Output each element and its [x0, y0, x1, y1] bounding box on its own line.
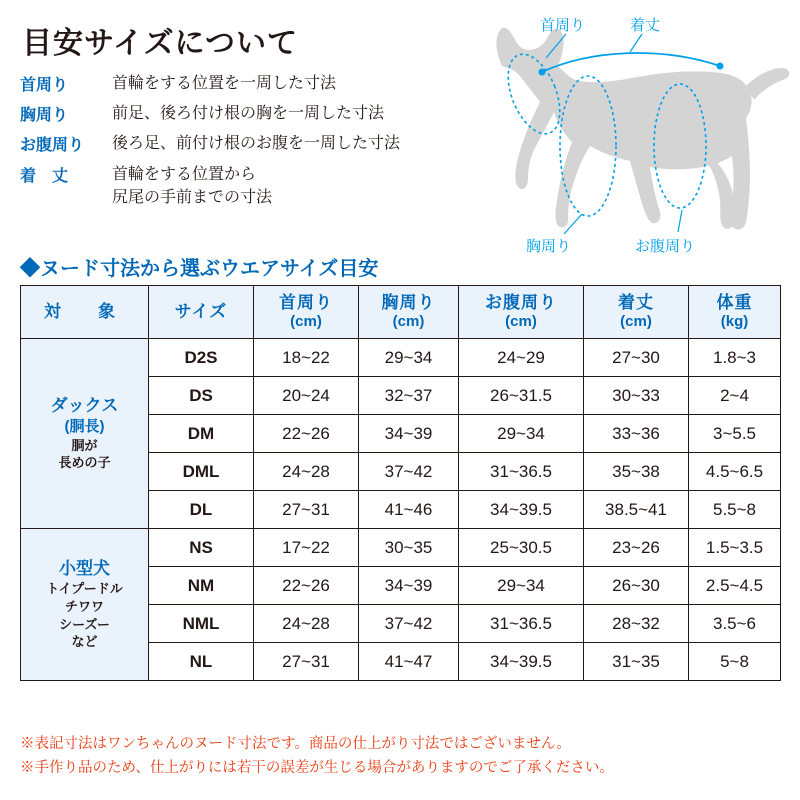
- column-header-weight: [689, 286, 781, 339]
- column-header-weight-label: 体重: [716, 293, 753, 312]
- column-header-length: [584, 286, 689, 339]
- column-header-neck-unit: (cm): [290, 313, 322, 331]
- cell-belly: 25~30.5: [459, 529, 584, 567]
- cell-length: 27~30: [584, 339, 689, 377]
- cell-neck: 24~28: [254, 605, 359, 643]
- cell-chest: 30~35: [359, 529, 459, 567]
- cell-size: DL: [149, 491, 254, 529]
- page-title: 目安サイズについて: [22, 27, 298, 60]
- cell-belly: 34~39.5: [459, 491, 584, 529]
- cell-chest: 37~42: [359, 605, 459, 643]
- cell-length: 30~33: [584, 377, 689, 415]
- definition-description-line1: 首輪をする位置から: [112, 165, 257, 183]
- cell-weight: 3.5~6: [689, 605, 781, 643]
- cell-size: DS: [149, 377, 254, 415]
- cell-weight: 3~5.5: [689, 415, 781, 453]
- table-row: [21, 339, 781, 377]
- cell-size: NM: [149, 567, 254, 605]
- column-header-target-label: 対 象: [44, 302, 125, 322]
- note-line: ※表記寸法はワンちゃんのヌード寸法です。商品の仕上がり寸法ではございません。: [20, 736, 571, 752]
- group-note-line3: シーズー: [59, 616, 110, 632]
- definition-list: [20, 72, 470, 216]
- definition-description: 後ろ足、前付け根のお腹を一周した寸法: [112, 135, 401, 153]
- cell-size: NML: [149, 605, 254, 643]
- section-heading: ◆ヌード寸法から選ぶウエアサイズ目安: [20, 258, 379, 280]
- cell-weight: 5~8: [689, 643, 781, 681]
- column-header-chest: [359, 286, 459, 339]
- cell-length: 33~36: [584, 415, 689, 453]
- column-header-chest-unit: (cm): [392, 313, 425, 331]
- notes-block: [20, 733, 790, 781]
- cell-weight: 1.5~3.5: [689, 529, 781, 567]
- cell-size: NL: [149, 643, 254, 681]
- cell-chest: 37~42: [359, 453, 459, 491]
- cell-size: DML: [149, 453, 254, 491]
- definition-description: [112, 163, 272, 209]
- definition-item: [20, 163, 470, 209]
- cell-chest: 41~46: [359, 491, 459, 529]
- label-chest-bottom: 胸周り: [526, 238, 572, 255]
- column-header-neck-label: 首周り: [279, 293, 333, 312]
- column-header-neck: [254, 286, 359, 339]
- definition-description-line2: 尻尾の手前までの寸法: [112, 188, 273, 206]
- cell-length: 26~30: [584, 567, 689, 605]
- cell-neck: 27~31: [254, 643, 359, 681]
- group-sub: (胴長): [64, 418, 105, 436]
- definition-item: [20, 72, 470, 95]
- cell-belly: 34~39.5: [459, 643, 584, 681]
- group-note-line2: チワワ: [64, 599, 104, 614]
- definition-term: 着 丈: [20, 167, 69, 185]
- column-header-belly-unit: (cm): [505, 313, 537, 331]
- cell-weight: 1.8~3: [689, 339, 781, 377]
- definition-item: [20, 102, 470, 125]
- cell-belly: 29~34: [459, 415, 584, 453]
- column-header-length-label: 着丈: [618, 293, 654, 312]
- cell-weight: 5.5~8: [689, 491, 781, 529]
- column-header-size: [149, 286, 254, 339]
- definition-description: 前足、後ろ付け根の胸を一周した寸法: [112, 105, 385, 123]
- table-header: [21, 286, 781, 339]
- column-header-weight-unit: (kg): [720, 313, 749, 331]
- cell-belly: 24~29: [459, 339, 584, 377]
- dog-silhouette-icon: [496, 28, 789, 230]
- table-header-row: [21, 286, 781, 339]
- cell-length: 23~26: [584, 529, 689, 567]
- column-header-size-label: サイズ: [174, 302, 228, 322]
- cell-chest: 41~47: [359, 643, 459, 681]
- group-note-line2: 長めの子: [58, 455, 111, 471]
- cell-neck: 17~22: [254, 529, 359, 567]
- cell-belly: 31~36.5: [459, 605, 584, 643]
- cell-chest: 34~39: [359, 415, 459, 453]
- cell-length: 35~38: [584, 453, 689, 491]
- cell-length: 31~35: [584, 643, 689, 681]
- cell-size: D2S: [149, 339, 254, 377]
- cell-size: NS: [149, 529, 254, 567]
- table-row: [21, 529, 781, 567]
- label-belly-bottom: お腹周り: [635, 238, 696, 255]
- cell-neck: 18~22: [254, 339, 359, 377]
- cell-belly: 26~31.5: [459, 377, 584, 415]
- cell-neck: 20~24: [254, 377, 359, 415]
- label-neck-top: 首周り: [540, 17, 586, 34]
- label-length-top: 着丈: [630, 17, 661, 34]
- column-header-target: [21, 286, 149, 339]
- table-body: [21, 339, 781, 681]
- cell-neck: 27~31: [254, 491, 359, 529]
- group-note-line1: トイプードル: [46, 581, 123, 597]
- column-header-belly-label: お腹周り: [485, 293, 557, 312]
- group-note-line1: 胴が: [71, 437, 98, 453]
- dog-measurement-diagram: [430, 6, 798, 261]
- group-name: ダックス: [50, 396, 119, 416]
- definition-term: お腹周り: [20, 137, 85, 155]
- definition-term: 胸周り: [20, 107, 69, 125]
- column-header-belly: [459, 286, 584, 339]
- cell-chest: 32~37: [359, 377, 459, 415]
- cell-weight: 2~4: [689, 377, 781, 415]
- cell-neck: 22~26: [254, 567, 359, 605]
- cell-belly: 29~34: [459, 567, 584, 605]
- cell-chest: 34~39: [359, 567, 459, 605]
- group-note-line4: など: [71, 634, 98, 650]
- cell-size: DM: [149, 415, 254, 453]
- note-line: ※手作り品のため、仕上がりには若干の誤差が生じる場合がありますのでご了承ください。: [20, 759, 614, 776]
- cell-weight: 2.5~4.5: [689, 567, 781, 605]
- cell-length: 38.5~41: [584, 491, 689, 529]
- group-name: 小型犬: [59, 559, 110, 579]
- definition-item: [20, 132, 470, 155]
- cell-belly: 31~36.5: [459, 453, 584, 491]
- cell-chest: 29~34: [359, 339, 459, 377]
- definition-term: 首周り: [20, 77, 69, 94]
- group-label-dachshund: [21, 339, 149, 529]
- cell-weight: 4.5~6.5: [689, 453, 781, 491]
- cell-neck: 24~28: [254, 453, 359, 491]
- cell-neck: 22~26: [254, 415, 359, 453]
- definition-description: 首輪をする位置を一周した寸法: [112, 75, 337, 92]
- cell-length: 28~32: [584, 605, 689, 643]
- column-header-chest-label: 胸周り: [381, 293, 436, 312]
- group-label-small-dog: [21, 529, 149, 681]
- size-table: [20, 285, 781, 681]
- column-header-length-unit: (cm): [620, 313, 652, 331]
